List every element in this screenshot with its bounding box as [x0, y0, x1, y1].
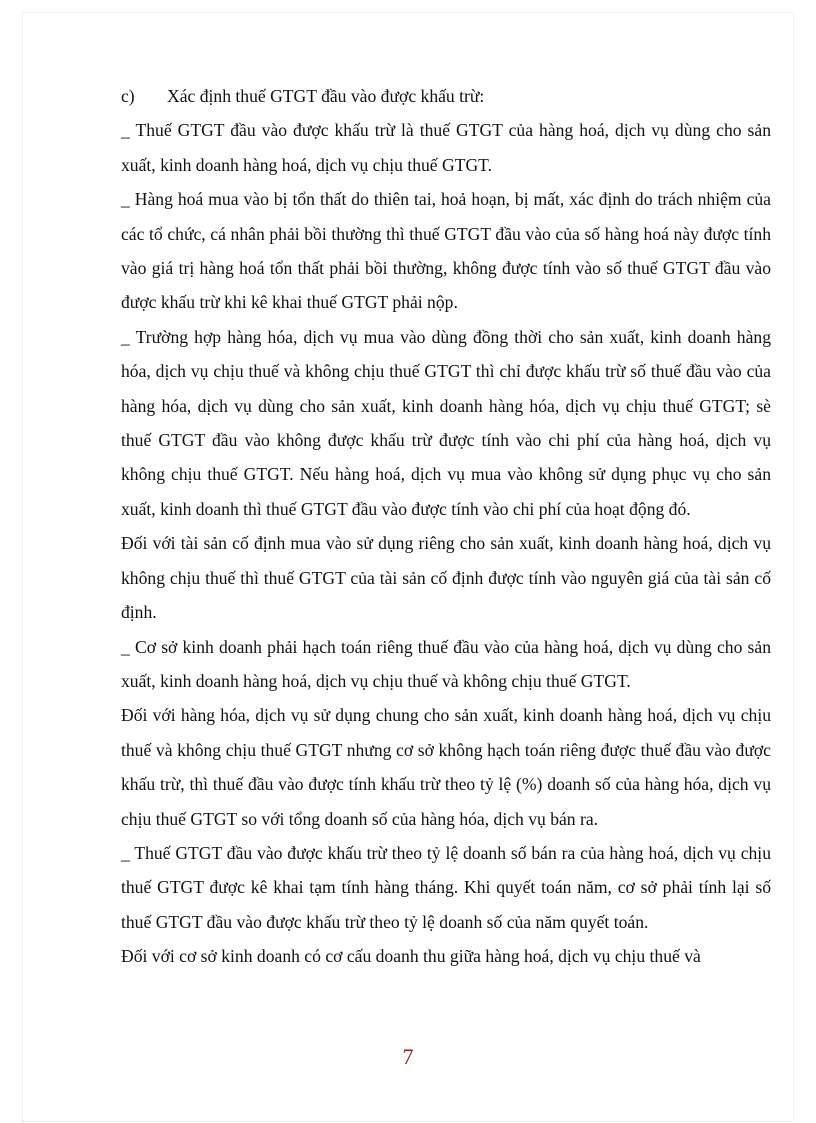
- section-label: c): [121, 86, 135, 106]
- section-title: Xác định thuế GTGT đầu vào được khấu trừ:: [167, 86, 485, 106]
- page-bottom-divider: [22, 1121, 792, 1122]
- paragraph: _ Thuế GTGT đầu vào được khấu trừ theo tỷ lệ doanh số bán ra của hàng hoá, dịch vụ chịu thuế GTGT được kê khai tạm tính hàng tháng. Khi quyết toán năm, cơ sở phải tính lại số thuế GTGT đầu vào được khấu trừ theo tỷ lệ doanh số của năm quyết toán.: [121, 842, 771, 932]
- paragraph: Đối với cơ sở kinh doanh có cơ cấu doanh thu giữa hàng hoá, dịch vụ chịu thuế và: [121, 946, 701, 967]
- section-heading: [121, 79, 771, 113]
- paragraph: _ Thuế GTGT đầu vào được khấu trừ là thuế GTGT của hàng hoá, dịch vụ dùng cho sản xuất, kinh doanh hàng hoá, dịch vụ chịu thuế GTGT.: [121, 120, 771, 175]
- paragraph: Đối với hàng hóa, dịch vụ sử dụng chung cho sản xuất, kinh doanh hàng hoá, dịch vụ chịu thuế và không chịu thuế GTGT nhưng cơ sở không hạch toán riêng được thuế đầu vào được khấu trừ, thì thuế đầu vào được tính khấu trừ theo tỷ lệ (%) doanh số của hàng hóa, dịch vụ chịu thuế GTGT so với tổng doanh số của hàng hóa, dịch vụ bán ra.: [121, 705, 771, 829]
- paragraph: Đối với tài sản cố định mua vào sử dụng riêng cho sản xuất, kinh doanh hàng hoá, dịch vụ không chịu thuế thì thuế GTGT của tài sản cố định được tính vào nguyên giá của tài sản cố định.: [121, 533, 771, 623]
- paragraph: _ Trường hợp hàng hóa, dịch vụ mua vào dùng đồng thời cho sản xuất, kinh doanh hàng hóa, dịch vụ chịu thuế và không chịu thuế GTGT thì chỉ được khấu trừ số thuế đầu vào của hàng hóa, dịch vụ dùng cho sản xuất, kinh doanh hàng hóa, dịch vụ chịu thuế GTGT; sè thuế GTGT đầu vào không được khấu trừ được tính vào chi phí của hàng hoá, dịch vụ không chịu thuế GTGT. Nếu hàng hoá, dịch vụ mua vào không sử dụng phục vụ cho sản xuất, kinh doanh thì thuế GTGT đầu vào được tính vào chi phí của hoạt động đó.: [121, 326, 771, 519]
- paragraph: _ Cơ sở kinh doanh phải hạch toán riêng thuế đầu vào của hàng hoá, dịch vụ dùng cho sản xuất, kinh doanh hàng hoá, dịch vụ chịu thuế và không chịu thuế GTGT.: [121, 636, 771, 691]
- document-body: [121, 79, 771, 974]
- page-number: 7: [402, 1044, 414, 1069]
- paragraph: _ Hàng hoá mua vào bị tổn thất do thiên tai, hoả hoạn, bị mất, xác định do trách nhiệm của các tổ chức, cá nhân phải bồi thường thì thuế GTGT đầu vào của số hàng hoá này được tính vào giá trị hàng hoá tổn thất phải bồi thường, không được tính vào số thuế GTGT đầu vào được khấu trừ khi kê khai thuế GTGT phải nộp.: [121, 189, 771, 313]
